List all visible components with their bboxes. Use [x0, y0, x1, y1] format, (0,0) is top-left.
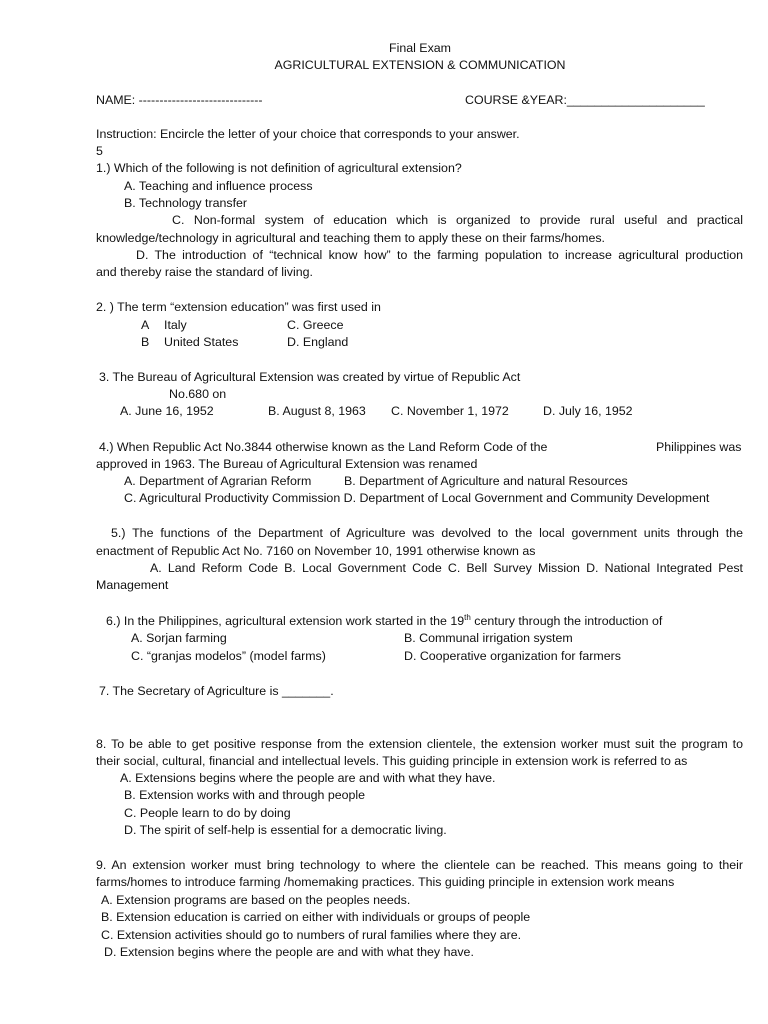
- q5-options-cont: Management: [96, 578, 169, 592]
- q2-option-d[interactable]: D. England: [287, 335, 349, 349]
- question-3-cont: No.680 on: [169, 387, 227, 401]
- q2-option-a[interactable]: Italy: [164, 318, 187, 332]
- q8-option-a[interactable]: A. Extensions begins where the people are and with what they have.: [120, 771, 496, 785]
- q1-option-c-cont: knowledge/technology in agricultural and teaching them to apply these on their farms/homes.: [96, 231, 606, 245]
- q8-option-c[interactable]: C. People learn to do by doing: [124, 806, 291, 820]
- question-1: 1.) Which of the following is not definition of agricultural extension?: [96, 161, 462, 175]
- question-9: 9. An extension worker must bring technology to where the clientele can be reached. This means going to their: [96, 858, 743, 872]
- question-3: 3. The Bureau of Agricultural Extension was created by virtue of Republic Act: [99, 370, 521, 384]
- question-7: 7. The Secretary of Agriculture is _______.: [99, 684, 334, 698]
- q3-option-b[interactable]: B. August 8, 1963: [268, 404, 366, 418]
- name-field[interactable]: NAME: ------------------------------: [96, 93, 263, 107]
- q3-option-a[interactable]: A. June 16, 1952: [120, 404, 214, 418]
- exam-title: Final Exam: [389, 41, 451, 55]
- question-8-cont: their social, cultural, financial and intellectual levels. This guiding principle in extension work is referred to as: [96, 754, 688, 768]
- q1-option-b[interactable]: B. Technology transfer: [124, 196, 248, 210]
- q2-option-b[interactable]: United States: [164, 335, 239, 349]
- stray-mark: 5: [96, 144, 103, 158]
- q9-option-c[interactable]: C. Extension activities should go to numbers of rural families where they are.: [101, 928, 522, 942]
- q6-option-b[interactable]: B. Communal irrigation system: [404, 631, 573, 645]
- q3-option-c[interactable]: C. November 1, 1972: [391, 404, 509, 418]
- instruction: Instruction: Encircle the letter of your choice that corresponds to your answer.: [96, 127, 520, 141]
- q1-option-d[interactable]: D. The introduction of “technical know how” to the farming population to increase agricultural production: [136, 248, 743, 262]
- q2-option-c[interactable]: C. Greece: [287, 318, 344, 332]
- question-4-end: Philippines was: [656, 440, 742, 454]
- question-5: 5.) The functions of the Department of Agriculture was devolved to the local government units through the: [111, 526, 743, 540]
- q4-option-cd[interactable]: C. Agricultural Productivity Commission D. Department of Local Government and Community Development: [124, 491, 710, 505]
- q6-option-d[interactable]: D. Cooperative organization for farmers: [404, 649, 621, 663]
- q4-option-a[interactable]: A. Department of Agrarian Reform: [124, 474, 312, 488]
- exam-subtitle: AGRICULTURAL EXTENSION & COMMUNICATION: [274, 58, 566, 72]
- q8-option-b[interactable]: B. Extension works with and through people: [124, 788, 366, 802]
- q9-option-a[interactable]: A. Extension programs are based on the peoples needs.: [101, 893, 411, 907]
- q4-option-b[interactable]: B. Department of Agriculture and natural Resources: [344, 474, 628, 488]
- q1-option-c[interactable]: C. Non-formal system of education which is organized to provide rural useful and practical: [172, 213, 743, 227]
- q6-option-a[interactable]: A. Sorjan farming: [131, 631, 227, 645]
- q3-option-d[interactable]: D. July 16, 1952: [543, 404, 633, 418]
- q2-option-b-letter[interactable]: B: [141, 335, 150, 349]
- question-2: 2. ) The term “extension education” was first used in: [96, 300, 381, 314]
- question-5-cont: enactment of Republic Act No. 7160 on November 10, 1991 otherwise known as: [96, 544, 536, 558]
- question-4: 4.) When Republic Act No.3844 otherwise known as the Land Reform Code of the: [99, 440, 548, 454]
- q9-option-b[interactable]: B. Extension education is carried on either with individuals or groups of people: [101, 910, 531, 924]
- q1-option-d-cont: and thereby raise the standard of living.: [96, 265, 313, 279]
- q5-options[interactable]: A. Land Reform Code B. Local Government Code C. Bell Survey Mission D. National Integrated Pest: [150, 561, 743, 575]
- q1-option-a[interactable]: A. Teaching and influence process: [124, 179, 313, 193]
- course-year-field[interactable]: COURSE &YEAR:____________________: [465, 93, 705, 107]
- question-6: 6.) In the Philippines, agricultural extension work started in the 19th century through the introduction of: [106, 612, 663, 628]
- q9-option-d[interactable]: D. Extension begins where the people are and with what they have.: [104, 945, 474, 959]
- q6-option-c[interactable]: C. “granjas modelos” (model farms): [131, 649, 326, 663]
- q2-option-a-letter[interactable]: A: [141, 318, 150, 332]
- question-4-cont: approved in 1963. The Bureau of Agricultural Extension was renamed: [96, 457, 478, 471]
- question-9-cont: farms/homes to introduce farming /homemaking practices. This guiding principle in extension work means: [96, 875, 675, 889]
- question-8: 8. To be able to get positive response from the extension clientele, the extension worker must suit the program to: [96, 737, 743, 751]
- q8-option-d[interactable]: D. The spirit of self-help is essential for a democratic living.: [124, 823, 447, 837]
